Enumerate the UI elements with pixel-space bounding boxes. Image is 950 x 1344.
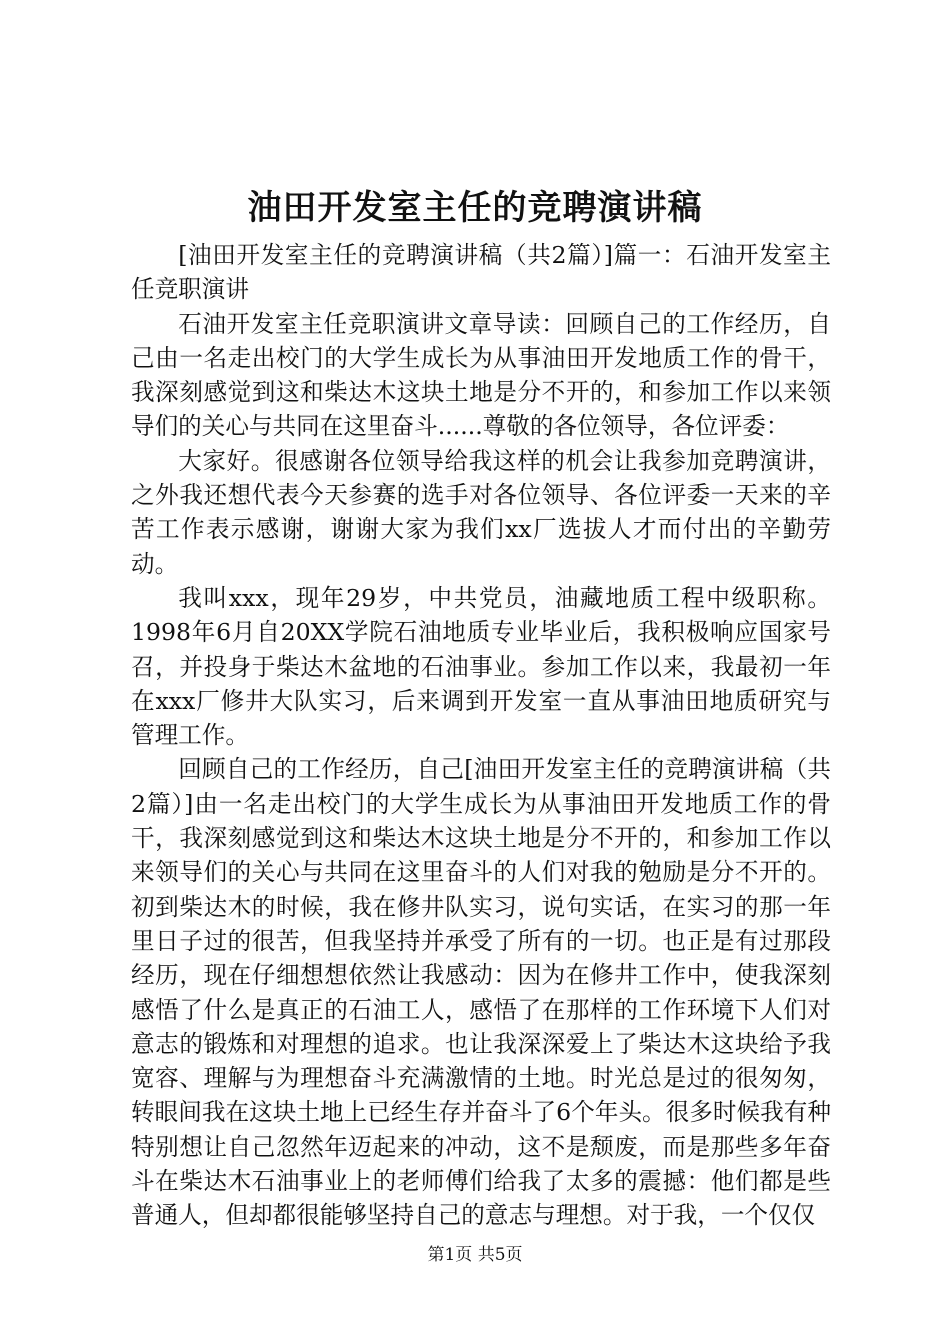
paragraph: [油田开发室主任的竞聘演讲稿（共2篇）]篇一：石油开发室主任竞职演讲 bbox=[131, 241, 831, 304]
paragraph: 大家好。很感谢各位领导给我这样的机会让我参加竞聘演讲，之外我还想代表今天参赛的选手对各位领导、各位评委一天来的辛苦工作表示感谢，谢谢大家为我们xx厂选拔人才而付出的辛勤劳动。 bbox=[131, 446, 831, 578]
document-title: 油田开发室主任的竞聘演讲稿 bbox=[247, 188, 703, 228]
paragraph: 回顾自己的工作经历，自己[油田开发室主任的竞聘演讲稿（共2篇）]由一名走出校门的大学生成长为从事油田开发地质工作的骨干，我深刻感觉到这和柴达木这块土地是分不开的，和参加工作以来领导们的关心与共同在这里奋斗的人们对我的勉励是分不开的。初到柴达木的时候，我在修井队实习，说句实话，在实习的那一年里日子过的很苦，但我坚持并承受了所有的一切。也正是有过那段经历，现在仔细想想依然让我感动：因为在修井工作中，使我深刻感悟了什么是真正的石油工人，感悟了在那样的工作环境下人们对意志的锻炼和对理想的追求。也让我深深爱上了柴达木这块给予我宽容、理解与为理想奋斗充满激情的土地。时光总是过的很匆匆，转眼间我在这块土地上已经生存并奋斗了6个年头。很多时候我有种特别想让自己忽然年迈起来的冲动，这不是颓废，而是那些多年奋斗在柴达木石油事业上的老师傅们给我了太多的震撼：他们都是些普通人，但却都很能够坚持自己的意志与理想。对于我，一个仅仅 bbox=[131, 755, 831, 1230]
page-footer: 第1页 共5页 bbox=[427, 1245, 523, 1265]
paragraph: 石油开发室主任竞职演讲文章导读：回顾自己的工作经历，自己由一名走出校门的大学生成长为从事油田开发地质工作的骨干，我深刻感觉到这和柴达木这块土地是分不开的，和参加工作以来领导们的关心与共同在这里奋斗......尊敬的各位领导，各位评委： bbox=[131, 309, 831, 441]
document-body bbox=[131, 238, 831, 1233]
paragraph: 我叫xxx，现年29岁，中共党员，油藏地质工程中级职称。1998年6月自20XX学院石油地质专业毕业后，我积极响应国家号召，并投身于柴达木盆地的石油事业。参加工作以来，我最初一年在xxx厂修井大队实习，后来调到开发室一直从事油田地质研究与管理工作。 bbox=[131, 583, 831, 750]
